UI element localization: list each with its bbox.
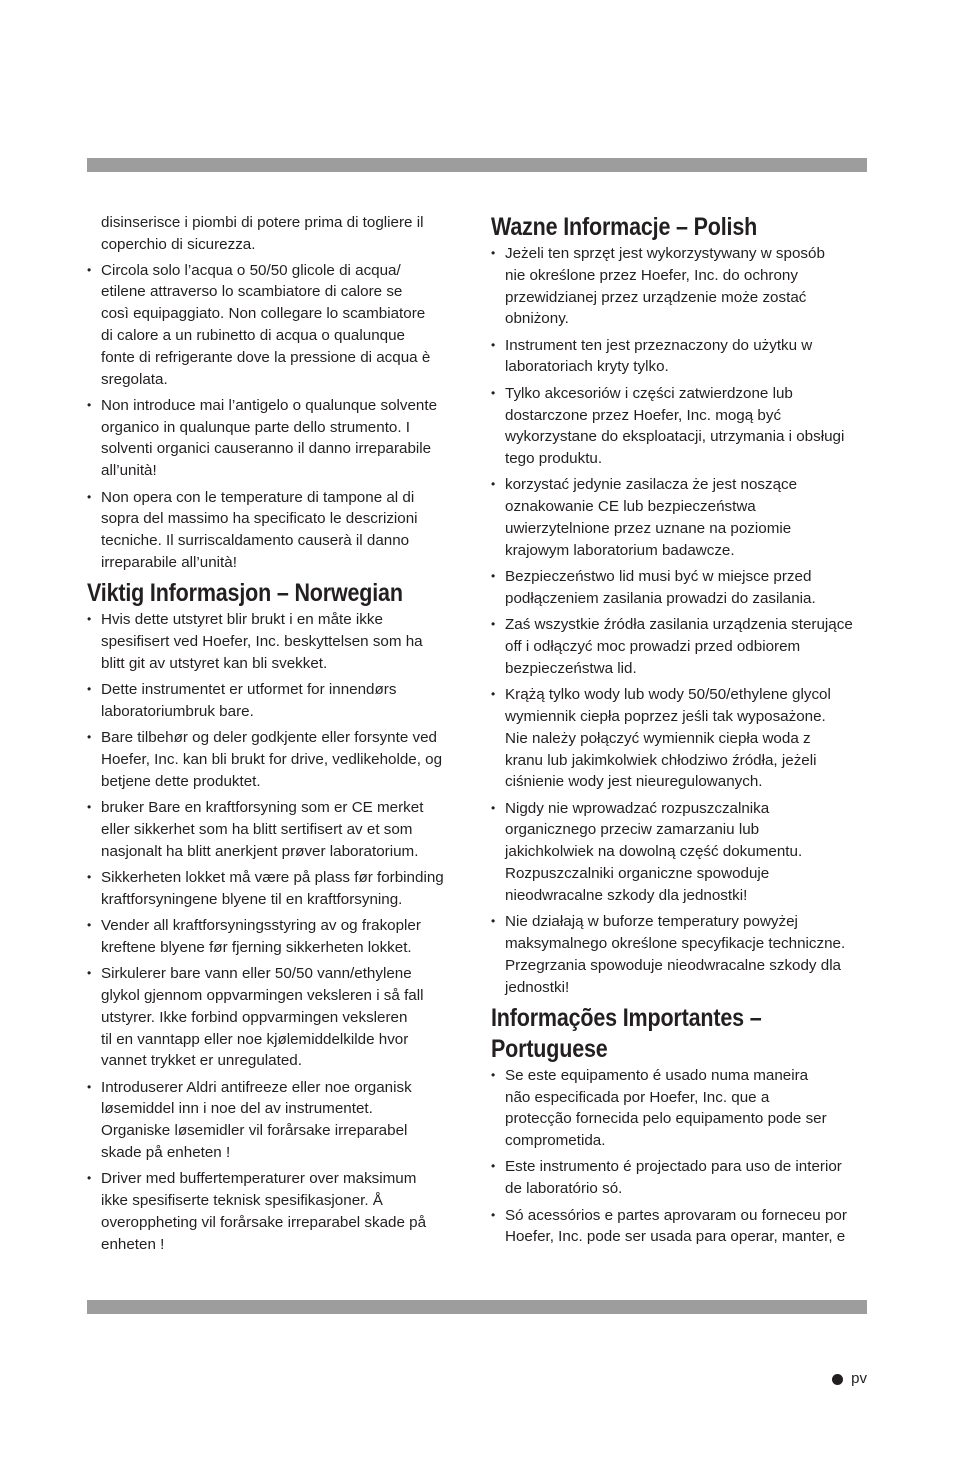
list-item: • Hvis dette utstyret blir brukt i en måte ikke spesifisert ved Hoefer, Inc. beskyttelsen som ha blitt git av utstyret kan bli svekket. — [87, 609, 465, 674]
right-column — [491, 212, 869, 1253]
list-item: • Nie działają w buforze temperatury powyżej maksymalnego określone specyfikacje techniczne. Przegrzania spowoduje nieodwracalne szkody dla jednostki! — [491, 911, 869, 998]
list-item: • Krążą tylko wody lub wody 50/50/ethylene glycol wymiennik ciepła poprzez jeśli tak wyposażone. Nie należy połączyć wymiennik ciepła woda z kranu lub jakimkolwiek chłodziwo źródła, jeżeli ciśnienie wody jest nieuregulowanych. — [491, 684, 869, 793]
italian-list — [87, 260, 465, 574]
list-item: • Se este equipamento é usado numa maneira não especificada por Hoefer, Inc. que a protecção fornecida pelo equipamento pode ser comprometida. — [491, 1065, 869, 1152]
list-item: • Bare tilbehør og deler godkjente eller forsynte ved Hoefer, Inc. kan bli brukt for drive, vedlikeholde, og betjene dette produktet. — [87, 727, 465, 792]
list-item: • Tylko akcesoriów i części zatwierdzone lub dostarczone przez Hoefer, Inc. mogą być wykorzystane do eksploatacji, utrzymania i obsługi tego produktu. — [491, 383, 869, 470]
list-item: • Driver med buffertemperaturer over maksimum ikke spesifiserte teknisk spesifikasjoner. Å overoppheting vil forårsake irreparabel skade på enheten ! — [87, 1168, 465, 1255]
left-column — [87, 212, 465, 1260]
list-item: • Non introduce mai l’antigelo o qualunque solvente organico in qualunque parte dello strumento. I solventi organici causeranno il danno irreparabile all’unità! — [87, 395, 465, 482]
italian-continuation: disinserisce i piombi di potere prima di togliere il coperchio di sicurezza. — [101, 214, 424, 253]
top-rule — [87, 158, 867, 172]
list-item: • Circola solo l’acqua o 50/50 glicole di acqua/ etilene attraverso lo scambiatore di calore se così equipaggiato. Non collegare lo scambiatore di calore a un rubinetto di acqua o qualunque fonte di refrigerante dove la pressione di acqua è sregolata. — [87, 260, 465, 391]
polish-list — [491, 243, 869, 998]
portuguese-heading: Informações Importantes – Portuguese — [491, 1003, 762, 1063]
bottom-rule — [87, 1300, 867, 1314]
list-item: • Vender all kraftforsyningsstyring av og frakopler kreftene blyene før fjerning sikkerheten lokket. — [87, 915, 465, 959]
norwegian-list — [87, 609, 465, 1255]
list-item: • Sikkerheten lokket må være på plass før forbinding kraftforsyningene blyene til en kraftforsyning. — [87, 867, 465, 911]
polish-heading: Wazne Informacje – Polish — [491, 213, 758, 241]
norwegian-heading: Viktig Informasjon – Norwegian — [87, 579, 403, 608]
page-number: pv — [851, 1370, 867, 1387]
list-item: • Sirkulerer bare vann eller 50/50 vann/ethylene glykol gjennom oppvarmingen veksleren i så fall utstyrer. Ikke forbind oppvarmingen veksleren til en vanntapp eller noe kjølemiddelkilde hvor vannet trykket er unregulated. — [87, 963, 465, 1072]
list-item: • Non opera con le temperature di tampone al di sopra del massimo ha specificato le descrizioni tecniche. Il surriscaldamento causerà il danno irreparabile all’unità! — [87, 487, 465, 574]
list-item: • Jeżeli ten sprzęt jest wykorzystywany w sposób nie określone przez Hoefer, Inc. do ochrony przewidzianej przez urządzenie może zostać obniżony. — [491, 243, 869, 330]
list-item: • Só acessórios e partes aprovaram ou forneceu por Hoefer, Inc. pode ser usada para operar, manter, e — [491, 1205, 869, 1249]
list-item: • korzystać jedynie zasilacza że jest noszące oznakowanie CE lub bezpieczeństwa uwierzytelnione przez uznane na poziomie krajowym laboratorium badawcze. — [491, 474, 869, 561]
page-footer — [832, 1369, 867, 1389]
list-item: • Este instrumento é projectado para uso de interior de laboratório só. — [491, 1156, 869, 1200]
list-item: • Dette instrumentet er utformet for innendørs laboratoriumbruk bare. — [87, 679, 465, 723]
list-item: • Nigdy nie wprowadzać rozpuszczalnika organicznego przeciw zamarzaniu lub jakichkolwiek na dowolną część dokumentu. Rozpuszczalniki organiczne spowoduje nieodwracalne szkody dla jednostki! — [491, 798, 869, 907]
list-item: • Instrument ten jest przeznaczony do użytku w laboratoriach kryty tylko. — [491, 335, 869, 379]
bullet-dot-icon — [832, 1374, 843, 1385]
list-item: • bruker Bare en kraftforsyning som er CE merket eller sikkerhet som ha blitt sertifisert av et som nasjonalt ha blitt anerkjent prøver laboratorium. — [87, 797, 465, 862]
list-item: • Zaś wszystkie źródła zasilania urządzenia sterujące off i odłączyć moc prowadzi przed odbiorem bezpieczeństwa lid. — [491, 614, 869, 679]
list-item: • Introduserer Aldri antifreeze eller noe organisk løsemiddel inn i noe del av instrumentet. Organiske løsemidler vil forårsake irreparabel skade på enheten ! — [87, 1077, 465, 1164]
portuguese-list — [491, 1065, 869, 1248]
list-item: • Bezpieczeństwo lid musi być w miejsce przed podłączeniem zasilania prowadzi do zasilania. — [491, 566, 869, 610]
